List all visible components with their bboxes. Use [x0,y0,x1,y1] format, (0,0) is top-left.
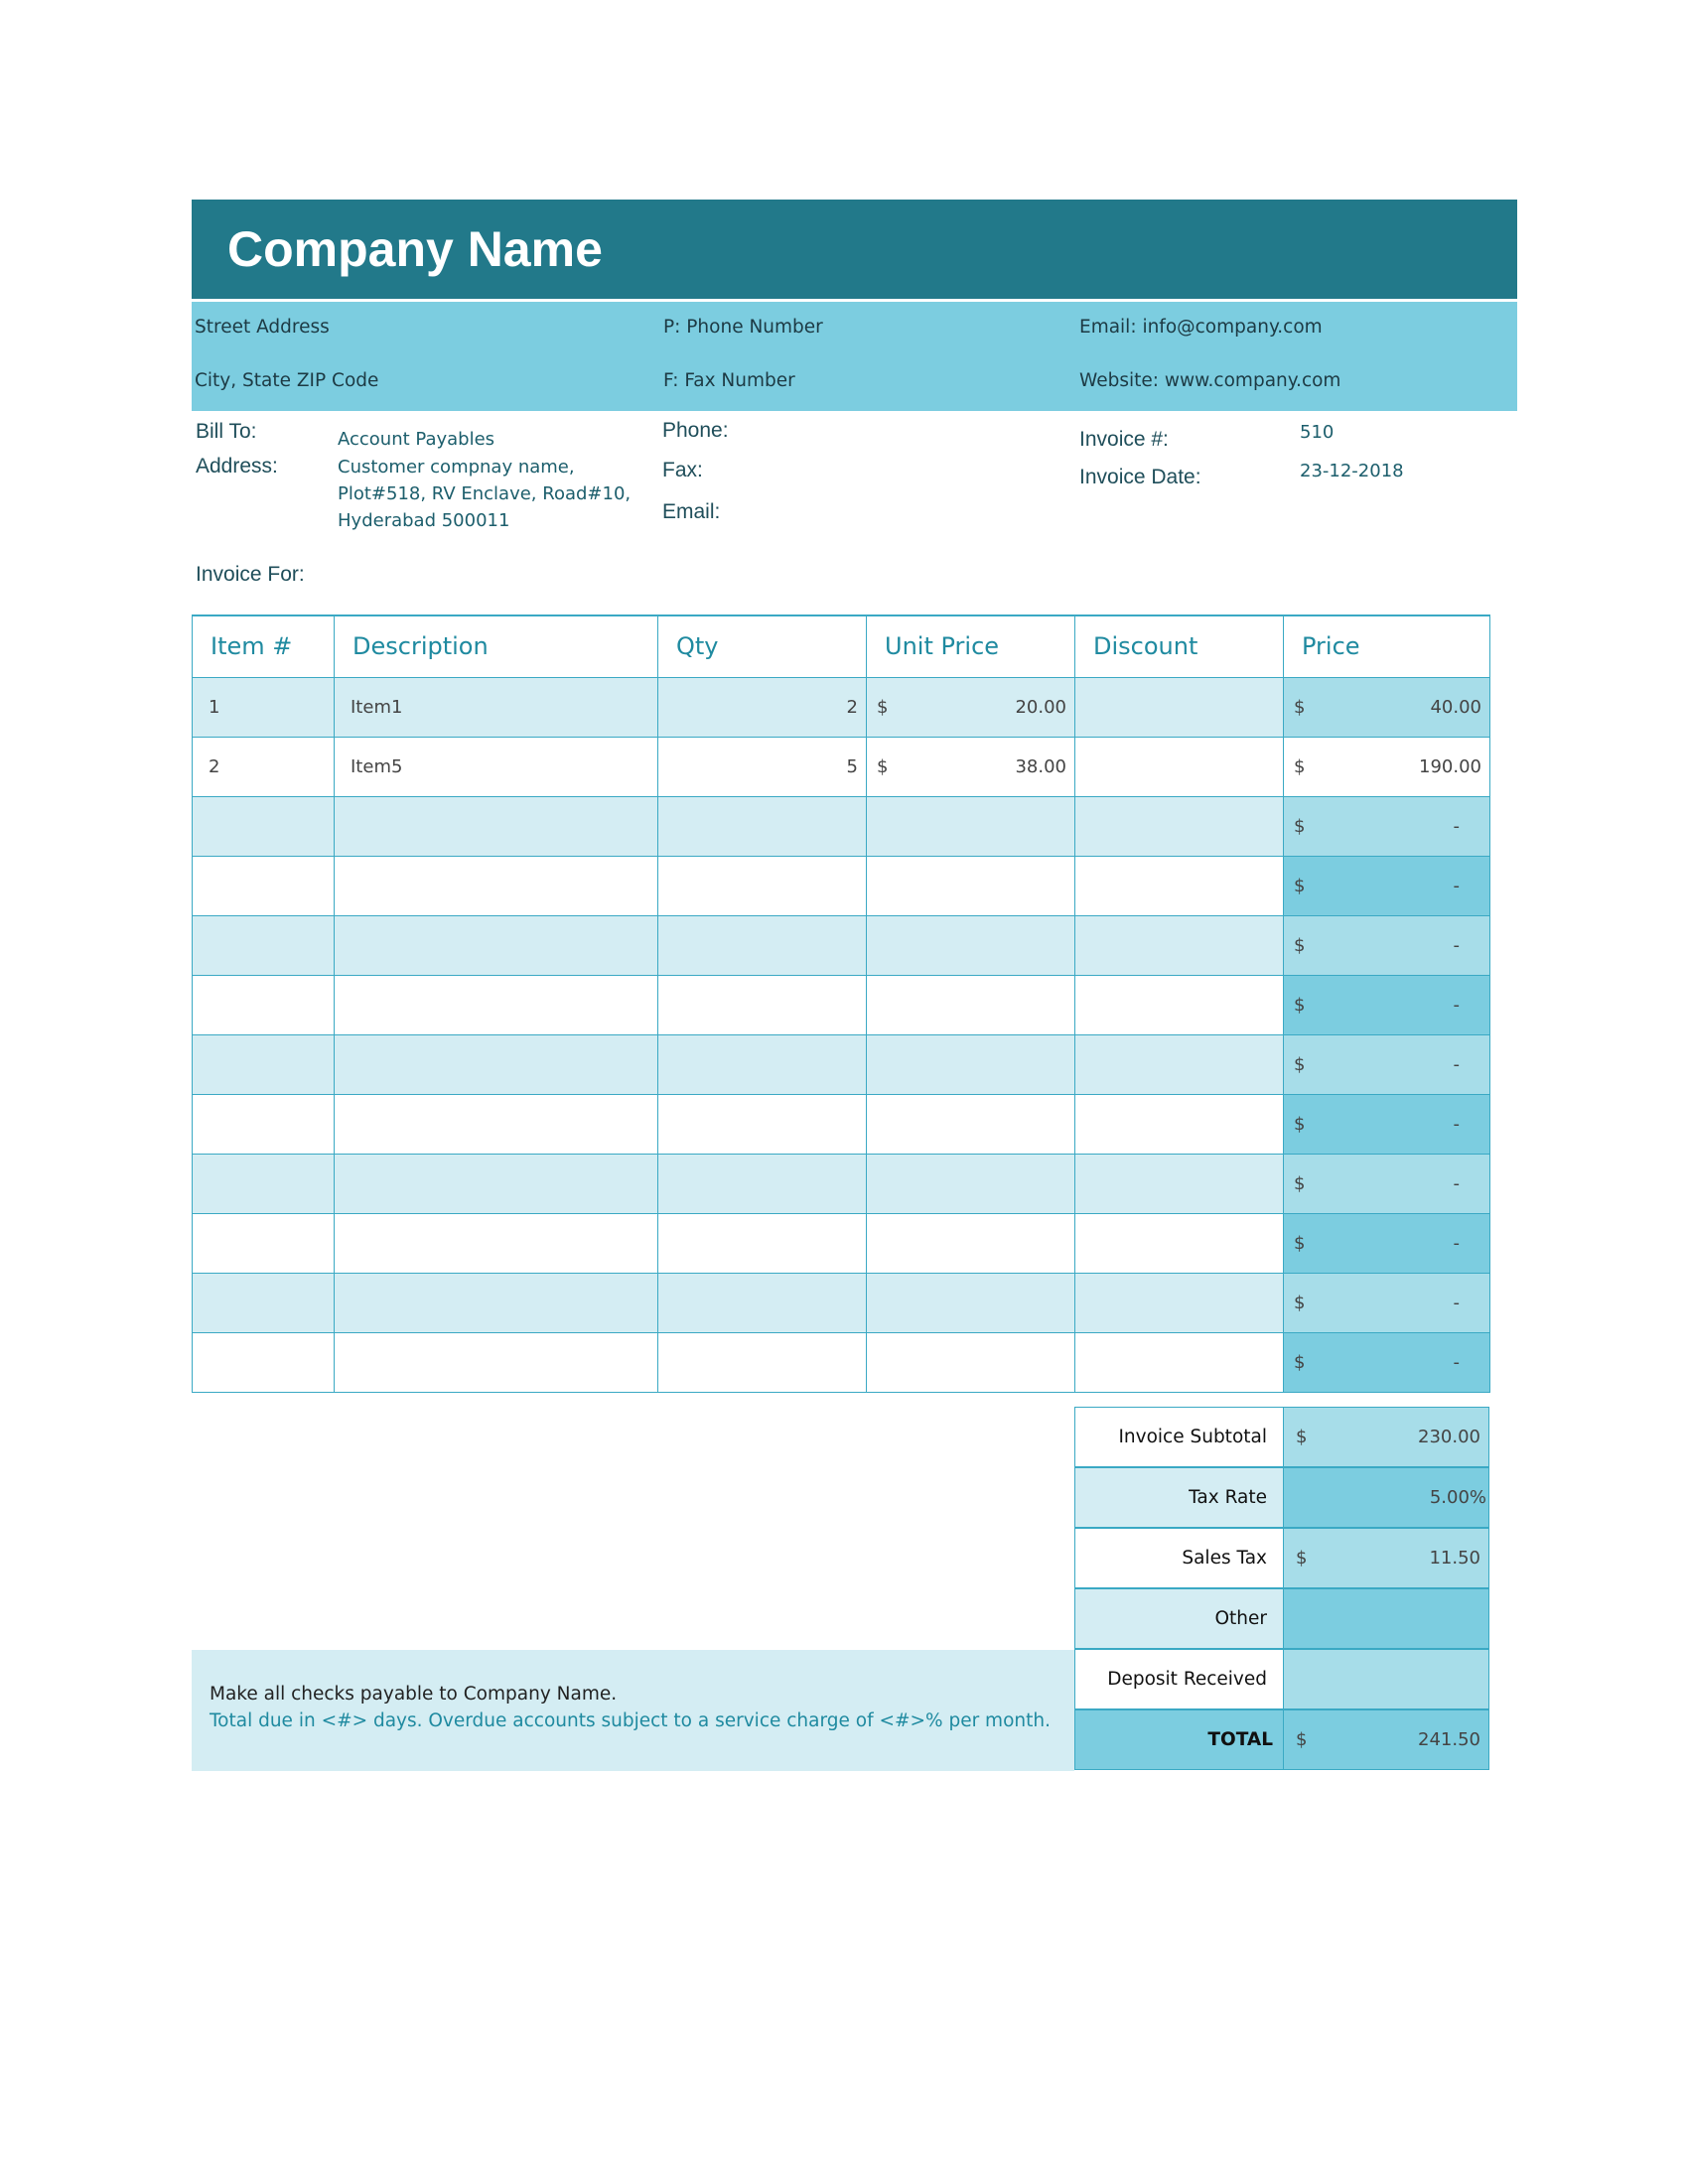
address-line-1: Customer compnay name, [338,457,575,478]
unit-price-cell[interactable] [867,1154,1075,1213]
price-empty-dash: - [1453,1292,1460,1313]
sales-tax-label: Sales Tax [1074,1528,1283,1588]
unit-price-cell[interactable] [867,677,1075,737]
qty-cell[interactable]: 5 [658,737,867,796]
invoice-date: 23-12-2018 [1300,461,1404,481]
discount-cell[interactable] [1075,1154,1284,1213]
currency-symbol: $ [1294,875,1306,896]
currency-symbol: $ [1294,994,1306,1016]
currency-symbol: $ [1294,1172,1306,1194]
discount-cell[interactable] [1075,856,1284,915]
currency-symbol: $ [1294,1053,1306,1075]
price-cell [1284,796,1490,856]
table-row [193,975,1490,1034]
price-empty-dash: - [1453,1232,1460,1254]
price-empty-dash: - [1453,1113,1460,1135]
table-row [193,1273,1490,1332]
currency-symbol: $ [877,696,889,718]
currency-symbol: $ [1294,1232,1306,1254]
price-cell [1284,915,1490,975]
subtotal-label: Invoice Subtotal [1074,1407,1283,1467]
currency-symbol: $ [1296,1729,1308,1750]
currency-symbol: $ [1296,1548,1308,1569]
price-empty-dash: - [1453,1351,1460,1373]
qty-cell[interactable]: 2 [658,677,867,737]
table-row [193,1332,1490,1392]
qty-cell[interactable] [658,1273,867,1332]
company-website: Website: www.company.com [1079,370,1341,391]
sales-tax-value-cell [1283,1528,1489,1588]
total-value: 241.50 [1418,1729,1480,1750]
table-row [193,856,1490,915]
price-cell [1284,737,1490,796]
discount-cell[interactable] [1075,737,1284,796]
currency-symbol: $ [1294,1113,1306,1135]
qty-cell[interactable] [658,1332,867,1392]
currency-symbol: $ [1294,755,1306,777]
total-value-cell [1283,1709,1489,1770]
description-cell[interactable]: Item1 [335,677,658,737]
price-empty-dash: - [1453,994,1460,1016]
item-number-cell[interactable] [193,1154,335,1213]
unit-price-cell[interactable] [867,1034,1075,1094]
item-number-cell[interactable] [193,796,335,856]
item-number-cell[interactable] [193,915,335,975]
invoice-for-label: Invoice For: [196,563,305,586]
description-cell[interactable] [335,1034,658,1094]
company-name: Company Name [227,221,603,277]
unit-price-cell[interactable] [867,856,1075,915]
table-row [193,1094,1490,1154]
tax-rate-label: Tax Rate [1074,1467,1283,1528]
currency-symbol: $ [1296,1427,1308,1447]
invoice-date-label: Invoice Date: [1079,466,1201,488]
price-cell [1284,975,1490,1034]
description-cell[interactable] [335,975,658,1034]
table-row [193,1213,1490,1273]
unit-price-cell[interactable] [867,1273,1075,1332]
discount-cell[interactable] [1075,1213,1284,1273]
item-number-cell[interactable] [193,1332,335,1392]
price-empty-dash: - [1453,815,1460,837]
price-cell [1284,1332,1490,1392]
description-cell[interactable] [335,915,658,975]
item-number-cell[interactable] [193,856,335,915]
deposit-label: Deposit Received [1074,1649,1283,1709]
discount-cell[interactable] [1075,1034,1284,1094]
unit-price-cell[interactable] [867,1213,1075,1273]
qty-cell[interactable] [658,1034,867,1094]
subtotal-value: 230.00 [1418,1427,1480,1447]
discount-cell[interactable] [1075,677,1284,737]
unit-price-cell[interactable] [867,1094,1075,1154]
discount-cell[interactable] [1075,975,1284,1034]
description-cell[interactable] [335,1213,658,1273]
header-item-number: Item # [193,615,335,677]
table-header-row [193,615,1490,677]
subtotal-value-cell [1283,1407,1489,1467]
company-email: Email: info@company.com [1079,317,1323,338]
unit-price-cell[interactable] [867,796,1075,856]
unit-price-cell[interactable] [867,975,1075,1034]
total-label: TOTAL [1074,1709,1283,1770]
qty-cell[interactable] [658,856,867,915]
header-price: Price [1284,615,1490,677]
table-row [193,1034,1490,1094]
unit-price-value: 38.00 [1015,755,1066,777]
tax-rate-value-cell [1283,1467,1489,1528]
sales-tax-value: 11.50 [1429,1548,1480,1569]
description-cell[interactable]: Item5 [335,737,658,796]
qty-cell[interactable] [658,1094,867,1154]
qty-cell[interactable] [658,796,867,856]
currency-symbol: $ [1294,1292,1306,1313]
header-discount: Discount [1075,615,1284,677]
table-row [193,1154,1490,1213]
other-label: Other [1074,1588,1283,1649]
deposit-value-cell [1283,1649,1489,1709]
price-empty-dash: - [1453,1053,1460,1075]
unit-price-cell[interactable] [867,915,1075,975]
price-empty-dash: - [1453,1172,1460,1194]
price-empty-dash: - [1453,875,1460,896]
item-number-cell[interactable]: 1 [193,677,335,737]
discount-cell[interactable] [1075,796,1284,856]
address-line-3: Hyderabad 500011 [338,510,510,531]
table-row [193,737,1490,796]
unit-price-cell[interactable] [867,1332,1075,1392]
table-row [193,915,1490,975]
currency-symbol: $ [877,755,889,777]
table-row [193,677,1490,737]
description-cell[interactable] [335,1094,658,1154]
invoice-number-label: Invoice #: [1079,428,1169,451]
payment-note-line-1: Make all checks payable to Company Name. [210,1684,618,1705]
price-value: 190.00 [1419,755,1481,777]
description-cell[interactable] [335,796,658,856]
price-cell [1284,677,1490,737]
table-row [193,796,1490,856]
discount-cell[interactable] [1075,1094,1284,1154]
description-cell[interactable] [335,1154,658,1213]
currency-symbol: $ [1294,696,1306,718]
company-fax: F: Fax Number [663,370,795,391]
items-table [192,614,1490,1393]
qty-cell[interactable] [658,915,867,975]
item-number-cell[interactable] [193,1273,335,1332]
email-label: Email: [662,500,721,523]
invoice-number: 510 [1300,422,1335,443]
item-number-cell[interactable]: 2 [193,737,335,796]
street-address: Street Address [195,317,330,338]
price-cell [1284,1094,1490,1154]
company-phone: P: Phone Number [663,317,823,338]
bill-to-value: Account Payables [338,429,495,450]
currency-symbol: $ [1294,1351,1306,1373]
phone-label: Phone: [662,419,729,442]
price-value: 40.00 [1430,696,1481,718]
item-number-cell[interactable] [193,1094,335,1154]
unit-price-cell[interactable] [867,737,1075,796]
city-state-zip: City, State ZIP Code [195,370,379,391]
description-cell[interactable] [335,1273,658,1332]
address-label: Address: [196,455,278,478]
price-cell [1284,1154,1490,1213]
other-value-cell [1283,1588,1489,1649]
price-cell [1284,1034,1490,1094]
header-unit-price: Unit Price [867,615,1075,677]
qty-cell[interactable] [658,1154,867,1213]
item-number-cell[interactable] [193,975,335,1034]
price-cell [1284,1213,1490,1273]
currency-symbol: $ [1294,934,1306,956]
qty-cell[interactable] [658,1213,867,1273]
bill-to-label: Bill To: [196,420,257,443]
description-cell[interactable] [335,1332,658,1392]
address-line-2: Plot#518, RV Enclave, Road#10, [338,483,632,504]
item-number-cell[interactable] [193,1213,335,1273]
currency-symbol: $ [1294,815,1306,837]
discount-cell[interactable] [1075,915,1284,975]
qty-cell[interactable] [658,975,867,1034]
tax-rate-value: 5.00% [1429,1487,1486,1508]
description-cell[interactable] [335,856,658,915]
header-description: Description [335,615,658,677]
fax-label: Fax: [662,459,703,481]
header-qty: Qty [658,615,867,677]
item-number-cell[interactable] [193,1034,335,1094]
price-empty-dash: - [1453,934,1460,956]
unit-price-value: 20.00 [1015,696,1066,718]
price-cell [1284,856,1490,915]
price-cell [1284,1273,1490,1332]
payment-note-line-2: Total due in <#> days. Overdue accounts subject to a service charge of <#>% per month. [210,1710,1051,1731]
discount-cell[interactable] [1075,1273,1284,1332]
discount-cell[interactable] [1075,1332,1284,1392]
